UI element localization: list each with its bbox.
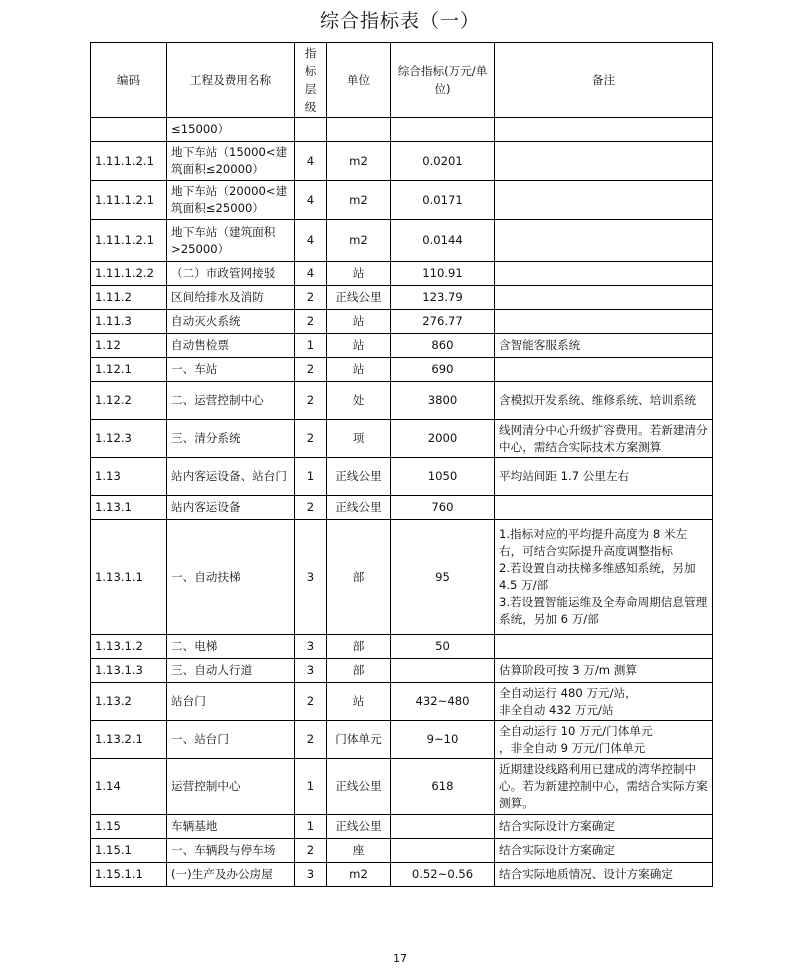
cell-name: 运营控制中心 [167, 759, 295, 815]
cell-code: 1.11.2 [91, 286, 167, 310]
cell-code [91, 118, 167, 142]
cell-level: 2 [295, 420, 327, 458]
cell-unit: m2 [327, 863, 391, 887]
cell-remark: 平均站间距 1.7 公里左右 [495, 458, 713, 496]
col-header-unit: 单位 [327, 43, 391, 118]
cell-code: 1.13.2.1 [91, 721, 167, 759]
cell-level: 3 [295, 520, 327, 635]
cell-unit: 站 [327, 358, 391, 382]
cell-code: 1.13.1.1 [91, 520, 167, 635]
cell-unit: 部 [327, 635, 391, 659]
cell-name: (一)生产及办公房屋 [167, 863, 295, 887]
cell-indicator: 95 [391, 520, 495, 635]
table-row [91, 420, 713, 458]
cell-remark: 全自动运行 10 万元/门体单元 ，非全自动 9 万元/门体单元 [495, 721, 713, 759]
cell-name: 一、车站 [167, 358, 295, 382]
table-body [91, 118, 713, 887]
cell-indicator: 0.0171 [391, 181, 495, 220]
cell-level: 2 [295, 496, 327, 520]
cell-remark [495, 310, 713, 334]
cell-name: 车辆基地 [167, 815, 295, 839]
cell-unit: m2 [327, 181, 391, 220]
cell-indicator [391, 659, 495, 683]
cell-unit: 正线公里 [327, 815, 391, 839]
cell-level: 1 [295, 458, 327, 496]
cell-code: 1.13.2 [91, 683, 167, 721]
cell-indicator: 276.77 [391, 310, 495, 334]
cell-remark [495, 181, 713, 220]
cell-remark [495, 286, 713, 310]
table-row [91, 520, 713, 635]
cell-code: 1.13 [91, 458, 167, 496]
cell-unit: 部 [327, 520, 391, 635]
cell-indicator [391, 815, 495, 839]
cell-name: 三、自动人行道 [167, 659, 295, 683]
table-row [91, 496, 713, 520]
cell-indicator: 123.79 [391, 286, 495, 310]
cell-level: 4 [295, 142, 327, 181]
cell-indicator: 9~10 [391, 721, 495, 759]
cell-name: 一、站台门 [167, 721, 295, 759]
table-row [91, 310, 713, 334]
cell-level: 1 [295, 815, 327, 839]
cell-indicator: 432~480 [391, 683, 495, 721]
cell-name: （二）市政管网接驳 [167, 262, 295, 286]
col-header-level: 指标层级 [295, 43, 327, 118]
cell-name: 站内客运设备 [167, 496, 295, 520]
cell-indicator: 1050 [391, 458, 495, 496]
cell-code: 1.12.3 [91, 420, 167, 458]
cell-remark: 结合实际设计方案确定 [495, 839, 713, 863]
table-row [91, 458, 713, 496]
cell-level: 3 [295, 635, 327, 659]
cell-name: 地下车站（20000<建筑面积≤25000） [167, 181, 295, 220]
cell-remark: 近期建设线路利用已建成的湾华控制中心。若为新建控制中心，需结合实际方案测算。 [495, 759, 713, 815]
cell-remark [495, 635, 713, 659]
cell-code: 1.15 [91, 815, 167, 839]
cell-remark: 含智能客服系统 [495, 334, 713, 358]
cell-level: 1 [295, 759, 327, 815]
cell-unit: m2 [327, 220, 391, 262]
cell-unit: 门体单元 [327, 721, 391, 759]
cell-indicator: 3800 [391, 382, 495, 420]
cell-code: 1.12 [91, 334, 167, 358]
table-header-row [91, 43, 713, 118]
cell-level: 2 [295, 683, 327, 721]
table-row [91, 759, 713, 815]
cell-unit: 站 [327, 310, 391, 334]
cell-remark: 全自动运行 480 万元/站， 非全自动 432 万元/站 [495, 683, 713, 721]
table-row [91, 334, 713, 358]
cell-name: 自动售检票 [167, 334, 295, 358]
cell-name: 二、电梯 [167, 635, 295, 659]
cell-remark: 含模拟开发系统、维修系统、培训系统 [495, 382, 713, 420]
indicator-table [90, 42, 713, 887]
cell-indicator: 110.91 [391, 262, 495, 286]
table-row [91, 683, 713, 721]
cell-remark [495, 220, 713, 262]
cell-indicator: 860 [391, 334, 495, 358]
cell-name: 站台门 [167, 683, 295, 721]
cell-indicator: 2000 [391, 420, 495, 458]
table-row [91, 286, 713, 310]
cell-remark [495, 142, 713, 181]
cell-indicator [391, 118, 495, 142]
cell-code: 1.12.2 [91, 382, 167, 420]
table-row [91, 358, 713, 382]
cell-indicator: 618 [391, 759, 495, 815]
cell-name: 二、运营控制中心 [167, 382, 295, 420]
cell-level: 3 [295, 659, 327, 683]
cell-level: 2 [295, 382, 327, 420]
cell-unit: 站 [327, 683, 391, 721]
cell-remark [495, 118, 713, 142]
cell-level: 4 [295, 181, 327, 220]
cell-remark: 1.指标对应的平均提升高度为 8 米左右，可结合实际提升高度调整指标 2.若设置自动扶梯多维感知系统，另加 4.5 万/部 3.若设置智能运维及全寿命周期信息管理系统，另加 6 万/部 [495, 520, 713, 635]
table-row [91, 118, 713, 142]
table-row [91, 220, 713, 262]
cell-indicator: 0.52~0.56 [391, 863, 495, 887]
cell-code: 1.11.1.2.1 [91, 181, 167, 220]
cell-level: 2 [295, 286, 327, 310]
cell-name: 地下车站（建筑面积>25000） [167, 220, 295, 262]
cell-indicator: 50 [391, 635, 495, 659]
cell-level: 2 [295, 358, 327, 382]
cell-level: 4 [295, 262, 327, 286]
cell-code: 1.15.1.1 [91, 863, 167, 887]
page-number: 17 [393, 952, 407, 965]
cell-level: 4 [295, 220, 327, 262]
table-row [91, 863, 713, 887]
cell-remark: 结合实际地质情况、设计方案确定 [495, 863, 713, 887]
cell-unit: 正线公里 [327, 496, 391, 520]
cell-unit: 部 [327, 659, 391, 683]
cell-unit: 项 [327, 420, 391, 458]
table-row [91, 815, 713, 839]
table-row [91, 659, 713, 683]
cell-code: 1.13.1.2 [91, 635, 167, 659]
col-header-indicator: 综合指标(万元/单位) [391, 43, 495, 118]
cell-name: 一、车辆段与停车场 [167, 839, 295, 863]
cell-level: 3 [295, 863, 327, 887]
cell-indicator: 0.0201 [391, 142, 495, 181]
cell-level: 1 [295, 334, 327, 358]
cell-remark [495, 358, 713, 382]
cell-level: 2 [295, 839, 327, 863]
cell-code: 1.14 [91, 759, 167, 815]
cell-code: 1.11.1.2.2 [91, 262, 167, 286]
cell-code: 1.11.1.2.1 [91, 142, 167, 181]
cell-unit: 正线公里 [327, 759, 391, 815]
table-row [91, 181, 713, 220]
cell-code: 1.11.1.2.1 [91, 220, 167, 262]
cell-unit [327, 118, 391, 142]
cell-name: 一、自动扶梯 [167, 520, 295, 635]
cell-unit: 正线公里 [327, 286, 391, 310]
cell-name: 自动灭火系统 [167, 310, 295, 334]
table-title: 综合指标表（一） [319, 10, 480, 32]
col-header-name: 工程及费用名称 [167, 43, 295, 118]
cell-unit: 站 [327, 262, 391, 286]
cell-code: 1.15.1 [91, 839, 167, 863]
cell-name: 站内客运设备、站台门 [167, 458, 295, 496]
cell-unit: 正线公里 [327, 458, 391, 496]
cell-name: 三、清分系统 [167, 420, 295, 458]
cell-indicator: 0.0144 [391, 220, 495, 262]
cell-name: 地下车站（15000<建筑面积≤20000） [167, 142, 295, 181]
cell-unit: 站 [327, 334, 391, 358]
cell-remark: 结合实际设计方案确定 [495, 815, 713, 839]
cell-unit: 座 [327, 839, 391, 863]
cell-code: 1.13.1.3 [91, 659, 167, 683]
cell-indicator [391, 839, 495, 863]
table-row [91, 382, 713, 420]
table-row [91, 142, 713, 181]
col-header-code: 编码 [91, 43, 167, 118]
table-row [91, 721, 713, 759]
cell-code: 1.11.3 [91, 310, 167, 334]
cell-level: 2 [295, 310, 327, 334]
cell-level [295, 118, 327, 142]
table-row [91, 839, 713, 863]
table-row [91, 262, 713, 286]
cell-remark: 估算阶段可按 3 万/m 测算 [495, 659, 713, 683]
col-header-remark: 备注 [495, 43, 713, 118]
cell-unit: m2 [327, 142, 391, 181]
table-row [91, 635, 713, 659]
cell-unit: 处 [327, 382, 391, 420]
cell-remark [495, 262, 713, 286]
cell-name: ≤15000） [167, 118, 295, 142]
cell-remark: 线网清分中心升级扩容费用。若新建清分中心，需结合实际技术方案测算 [495, 420, 713, 458]
cell-code: 1.12.1 [91, 358, 167, 382]
cell-level: 2 [295, 721, 327, 759]
cell-code: 1.13.1 [91, 496, 167, 520]
cell-indicator: 760 [391, 496, 495, 520]
cell-remark [495, 496, 713, 520]
cell-name: 区间给排水及消防 [167, 286, 295, 310]
cell-indicator: 690 [391, 358, 495, 382]
